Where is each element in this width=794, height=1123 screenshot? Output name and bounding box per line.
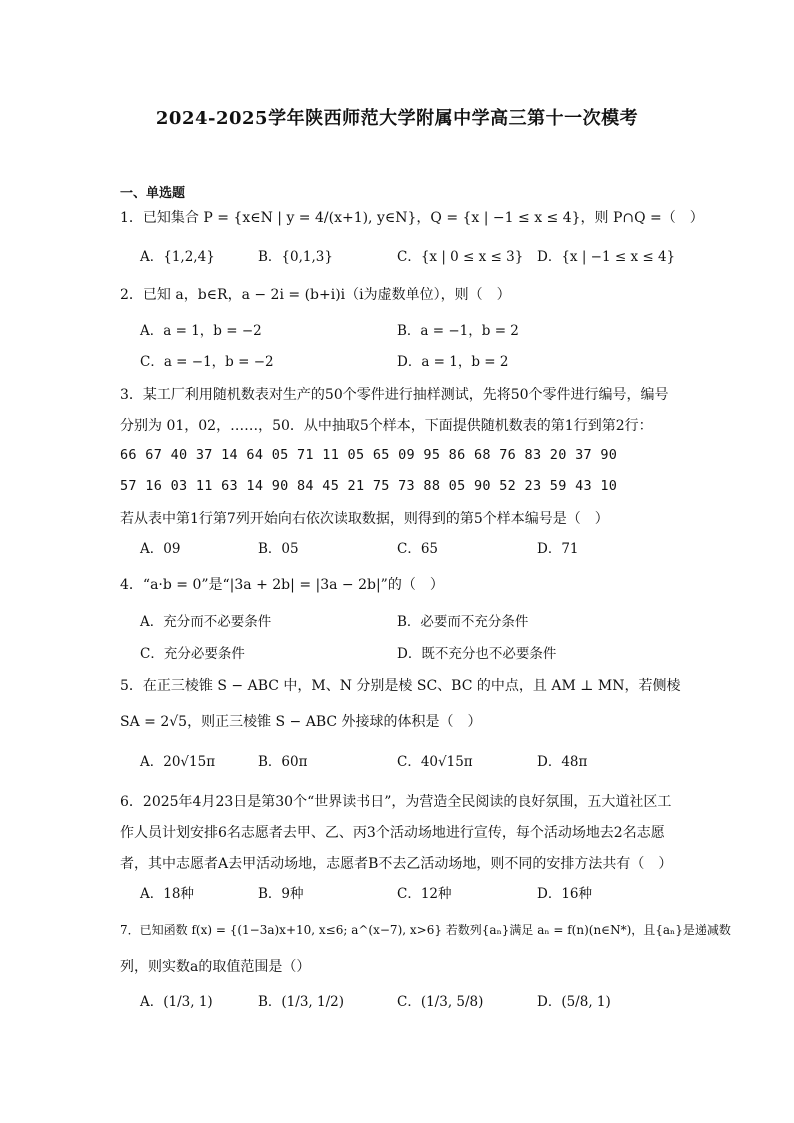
q6-option-c: C．12种 [397, 886, 452, 902]
question-6-stem-line2: 作人员计划安排6名志愿者去甲、乙、丙3个活动场地进行宣传，每个活动场地去2名志愿 [120, 825, 665, 841]
q2-option-b: B．a = −1，b = 2 [397, 323, 519, 339]
question-3-stem-line1: 3．某工厂利用随机数表对生产的50个零件进行抽样测试，先将50个零件进行编号，编号 [120, 387, 669, 403]
q1-option-b: B．{0,1,3} [258, 249, 333, 265]
question-7-stem-line1: 7．已知函数 f(x) = {(1−3a)x+10, x≤6; a^(x−7), x>6} 若数列{aₙ}满足 aₙ = f(n)(n∈N*)，且{aₙ}是递减数 [120, 923, 731, 937]
q7-option-d: D．(5/8, 1) [537, 994, 611, 1010]
q1-option-d: D．{x | −1 ≤ x ≤ 4} [537, 249, 676, 265]
question-7-stem-line2: 列，则实数a的取值范围是（） [120, 959, 311, 975]
random-table-row-1: 66 67 40 37 14 64 05 71 11 05 65 09 95 86 68 76 83 20 37 90 [120, 447, 618, 463]
random-table-row-2: 57 16 03 11 63 14 90 84 45 21 75 73 88 05 90 52 23 59 43 10 [120, 478, 618, 494]
q7-option-a: A．(1/3, 1) [140, 994, 213, 1010]
q3-option-d: D．71 [537, 541, 579, 557]
q2-option-c: C．a = −1，b = −2 [140, 354, 274, 370]
question-4-stem: 4．“a·b = 0”是“|3a + 2b| = |3a − 2b|”的（ ） [120, 577, 444, 593]
q5-option-c: C．40√15π [397, 754, 473, 770]
q3-option-b: B．05 [258, 541, 299, 557]
question-5-stem-line1: 5．在正三棱锥 S − ABC 中，M、N 分别是棱 SC、BC 的中点，且 AM ⊥ MN，若侧棱 [120, 678, 681, 694]
question-5-stem-line2: SA = 2√5，则正三棱锥 S − ABC 外接球的体积是（ ） [120, 714, 482, 730]
q3-option-a: A．09 [140, 541, 181, 557]
q3-option-c: C．65 [397, 541, 439, 557]
q5-option-b: B．60π [258, 754, 308, 770]
q4-option-b: B．必要而不充分条件 [397, 614, 529, 630]
question-6-stem-line1: 6．2025年4月23日是第30个“世界读书日”，为营造全民阅读的良好氛围，五大道社区工 [120, 794, 672, 810]
q6-option-d: D．16种 [537, 886, 593, 902]
question-6-stem-line3: 者，其中志愿者A去甲活动场地，志愿者B不去乙活动场地，则不同的安排方法共有（ ） [120, 856, 673, 872]
q1-option-a: A．{1,2,4} [140, 249, 215, 265]
question-3-stem-line2: 分别为 01，02，……，50．从中抽取5个样本，下面提供随机数表的第1行到第2行： [120, 418, 653, 434]
section-heading: 一、单选题 [120, 186, 186, 201]
q5-option-a: A．20√15π [140, 754, 216, 770]
q7-option-b: B．(1/3, 1/2) [258, 994, 344, 1010]
question-2-stem: 2．已知 a，b∈R，a − 2i = (b+i)i（i为虚数单位），则（ ） [120, 287, 511, 303]
question-1-stem: 1．已知集合 P = {x∈N | y = 4/(x+1), y∈N}，Q = {x | −1 ≤ x ≤ 4}，则 P∩Q =（ ） [120, 210, 704, 226]
q5-option-d: D．48π [537, 754, 588, 770]
q1-option-c: C．{x | 0 ≤ x ≤ 3} [397, 249, 524, 265]
q6-option-b: B．9种 [258, 886, 304, 902]
q4-option-a: A．充分而不必要条件 [140, 614, 272, 630]
q6-option-a: A．18种 [140, 886, 194, 902]
question-3-stem-line5: 若从表中第1行第7列开始向右依次读取数据，则得到的第5个样本编号是（ ） [120, 511, 609, 527]
q7-option-c: C．(1/3, 5/8) [397, 994, 484, 1010]
q4-option-c: C．充分必要条件 [140, 646, 245, 662]
q2-option-a: A．a = 1，b = −2 [140, 323, 262, 339]
q4-option-d: D．既不充分也不必要条件 [397, 646, 557, 662]
page-title: 2024-2025学年陕西师范大学附属中学高三第十一次模考 [155, 108, 639, 129]
q2-option-d: D．a = 1，b = 2 [397, 354, 509, 370]
